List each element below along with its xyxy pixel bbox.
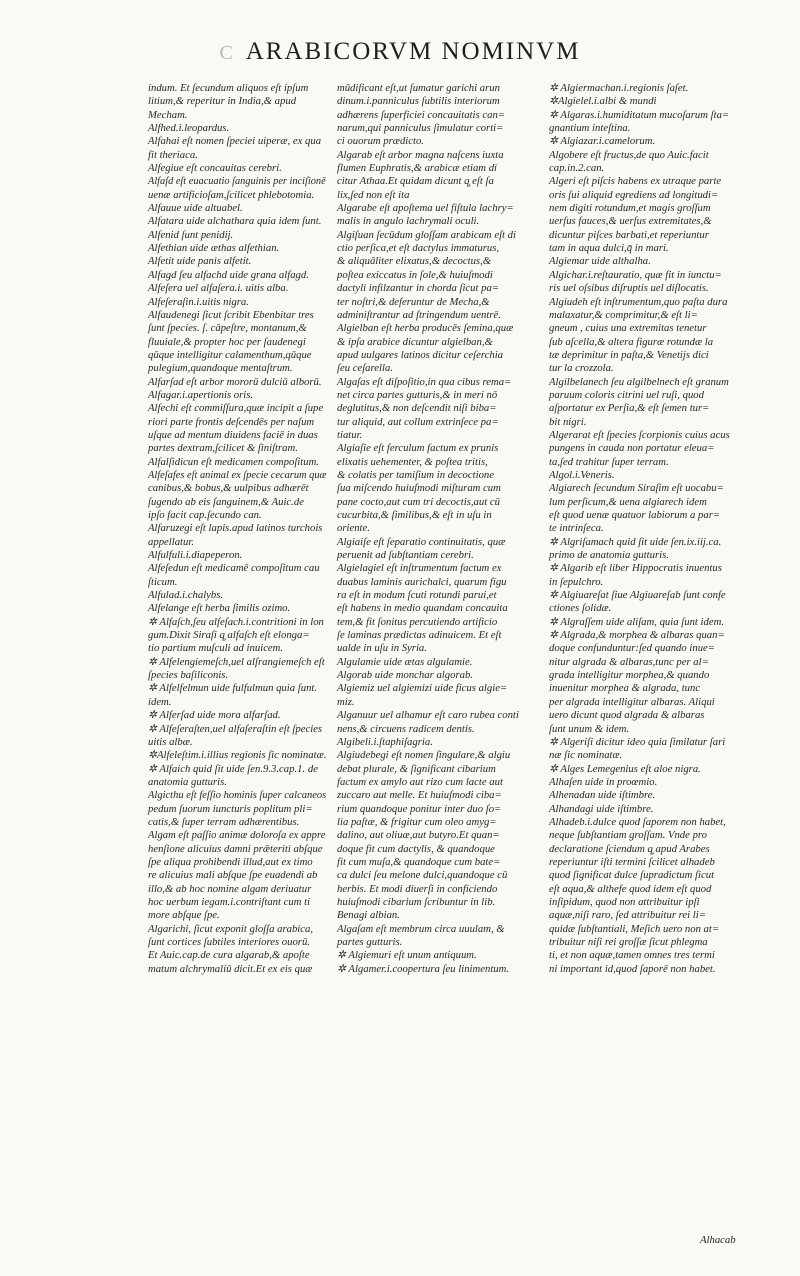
text-line: Algeri eſt piſcis habens ex utraque parte — [549, 175, 722, 188]
text-line: ſe laminas prædictas adinuicem. Et eſt — [337, 629, 502, 642]
text-line: ✲ Alges Lemegenius eſt aloe nigra. — [549, 762, 701, 775]
text-line: eſt aqua,& althefe quod idem eſt quod — [549, 882, 712, 895]
text-column-left — [148, 82, 326, 976]
text-column-middle — [337, 82, 543, 976]
catchword: Alhacab — [700, 1234, 736, 1246]
text-line: pungens in cauda non portatur eleua= — [549, 442, 715, 455]
text-line: ſeu ceſarella. — [337, 362, 393, 375]
text-line: canibus,& bobus,& uulpibus adhærēt — [148, 482, 309, 495]
text-line: Alfagar.i.apertionis oris. — [148, 388, 254, 401]
text-line: cucurbita,& ſimilibus,& eſt in uſu in — [337, 509, 492, 521]
text-line: declaratione ſciendum q̧ apud Arabes — [549, 842, 710, 855]
text-line: ra eſt in modum ſcuti rotundi parui,et — [337, 589, 497, 602]
text-line: dinum.i.panniculus ſubtilis interiorum — [337, 95, 500, 108]
text-line: ✲ Algaras.i.humiditatum mucoſarum ſta= — [549, 108, 730, 121]
text-line: Algarab eſt arbor magna naſcens iuxta — [337, 148, 504, 161]
text-line: adminiſtrantur ad ſtringendum uentrē. — [337, 308, 501, 321]
text-line: gnantium inteſtina. — [549, 122, 631, 135]
text-line: ſunt cortices ſubtiles interiores ouorū. — [148, 936, 310, 948]
header-ornament: C — [219, 42, 235, 64]
text-line: nitur algrada & albaras,tunc per al= — [549, 655, 709, 668]
text-line: oris ſui aliquid egrediens ad longitudi= — [549, 188, 719, 201]
text-line: tiatur. — [337, 428, 363, 441]
text-line: ✲ Alfaich quid ſit uide ſen.9.3.cap.1. de — [148, 762, 318, 775]
text-line: Benagi albian. — [337, 909, 400, 922]
text-line: narum,qui panniculus ſimulatur corti= — [337, 122, 504, 135]
text-line: uſque ad mentum diuidens faciē in duas — [148, 428, 318, 441]
text-line: hoc uerbum iegam.i.contriſtant cum ti — [148, 895, 311, 908]
text-line: apud uulgares latinos dicitur ceſerchia — [337, 348, 504, 361]
text-line: Alfarſad eſt arbor mororū dulciū alborū. — [148, 375, 322, 388]
text-line: ✲ Algriſamach quid ſit uide ſen.ix.iij.ca. — [549, 535, 722, 548]
text-line: Alfaudenegi ſicut ſcribit Ebenbitar tres — [148, 308, 314, 321]
running-header — [0, 38, 800, 66]
text-line: ipſo facit cap.ſecundo can. — [148, 509, 262, 521]
text-line: Algarichi, ſicut exponit gloſſa arabica, — [148, 922, 314, 935]
text-line: per algrada intelligitur albaras. Aliqui — [549, 695, 715, 708]
text-line: Alfaruzegi eſt lapis.apud latinos turchois — [148, 522, 323, 535]
text-line: neque ſubſtantiam groſſam. Vnde pro — [549, 829, 708, 842]
text-line: & aliquāliter elixatus,& decoctus,& — [337, 255, 492, 268]
text-line: ✲ Algiazar.i.camelorum. — [549, 135, 656, 148]
text-line: appellatur. — [148, 535, 195, 548]
text-line: Alfechi eſt commiſſura,quæ incipit a ſupe — [148, 402, 324, 415]
text-line: cap.in.2.can. — [549, 162, 605, 175]
text-line: uero dicunt quod algrada & albaras — [549, 709, 705, 722]
text-line: nem digiti rotundum,et magis groſſum — [549, 202, 711, 215]
text-line: bit nigri. — [549, 415, 587, 428]
text-line: ✲ Alfaſch,ſeu alfeſach.i.contritioni in lon — [148, 615, 324, 628]
text-line: malis in angulo lachrymali oculi. — [337, 215, 480, 228]
text-line: Alfhed.i.leopardus. — [148, 122, 230, 135]
text-line: Algam eſt paſſio animæ doloroſa ex appre — [148, 829, 326, 842]
text-line: Alfeſafes eſt animal ex ſpecie cecarum quæ — [148, 468, 327, 481]
text-line: ter noſtri,& deferuntur de Mecha,& — [337, 295, 490, 308]
text-line: elixatis uehementer, & poſtea tritis, — [337, 455, 488, 468]
text-line: Algicthu eſt feſſio hominis ſuper calcaneos — [148, 789, 327, 802]
text-line: tribuitur niſi rei groſſæ ſicut phlegma — [549, 936, 708, 948]
text-line: henſione alicuius damni prǣteriti abſque — [148, 842, 323, 855]
text-line: herbis. Et modi diuerſi in conficiendo — [337, 882, 498, 895]
text-line: flumen Euphratis,& arabicæ etiam di — [337, 162, 498, 175]
text-line: ✲ Algrada,& morphea & albaras quan= — [549, 629, 725, 642]
text-line: Algulamie uide ætas algulamie. — [337, 655, 473, 668]
text-line: partes gutturis. — [337, 936, 403, 948]
text-line: Algiaiſe eſt ſeparatio continuitatis, quæ — [337, 535, 506, 548]
text-line: anatomia gutturis. — [148, 775, 227, 788]
text-line: & ipſa arabice dicuntur algielban,& — [337, 335, 493, 348]
text-line: tem,& fit ſonitus percutiendo artificio — [337, 615, 498, 628]
text-line: Alfaſd eſt euacuatio ſanguinis per inciſionē — [148, 175, 326, 188]
text-line: nens,& circuens radicem dentis. — [337, 722, 475, 735]
text-line: miz. — [337, 695, 355, 708]
text-line: zuccaro aut melle. Et huiuſmodi ciba= — [337, 789, 502, 802]
text-line: Alfatara uide alchathara quia idem ſunt. — [148, 215, 322, 228]
text-line: aſportatur ex Perſia,& eſt ſemen tur= — [549, 402, 710, 415]
text-line: Mecham. — [148, 108, 188, 121]
text-line: reperiuntur iſti termini ſcilicet alhadeb — [549, 855, 715, 868]
text-line: quod ſignificat dulce ſupradictum ſicut — [549, 869, 715, 882]
text-line: illo,& ab hoc nomine algam deriuatur — [148, 882, 312, 895]
text-line: fit cum muſa,& quandoque cum bate= — [337, 855, 501, 868]
text-line: doque fit cum dactylis, & quandoque — [337, 842, 495, 855]
text-line: eſt quod uenæ quatuor labiorum a par= — [549, 509, 721, 521]
text-line: uenæ artificioſam,ſcilicet phlebotomia. — [148, 188, 315, 201]
text-column-right — [549, 82, 734, 976]
text-line: fluuiale,& propter hoc per ſaudenegi — [148, 335, 306, 348]
text-line: ſpe aliqua prohibendi illud,aut ex timo — [148, 855, 313, 868]
text-line: qūque intelligitur calamenthum,qūque — [148, 348, 312, 361]
text-line: duabus laminis aurichalci, quarum figu — [337, 575, 507, 588]
text-line: Alfalſidicun eſt medicamen compoſitum. — [148, 455, 319, 468]
text-line: debat plurale, & ſignificant cibarium — [337, 762, 496, 775]
text-line: Algiarech ſecundum Siraſim eſt uocabu= — [549, 482, 724, 495]
text-line: lum perſicum,& uena algiarech idem — [549, 495, 707, 508]
text-line: factum ex amylo aut rizo cum lacte aut — [337, 775, 503, 788]
text-line: huiuſmodi cibarium ſcribuntur in lib. — [337, 895, 496, 908]
text-line: Algiemar uide althalha. — [549, 255, 651, 268]
page-title: ARABICORVM NOMINVM — [245, 38, 581, 65]
text-line: catis,& ſuper terram adhærentibus. — [148, 815, 300, 828]
text-line: tæ deprimitur in paſta,& Venetijs dici — [549, 348, 709, 361]
text-line: ci ouorum prædicto. — [337, 135, 424, 148]
text-line: gneum , cuius una extremitas tenetur — [549, 322, 707, 335]
text-line: ti, et non aquæ,tamen omnes tres termi — [549, 949, 715, 962]
text-line: litium,& reperitur in India,& apud — [148, 95, 297, 108]
text-line: oriente. — [337, 522, 370, 535]
text-line: Algilbelanech ſeu algilbelnech eſt granum — [549, 375, 729, 388]
text-line: ✲ Alferſad uide mora alfarſad. — [148, 709, 281, 722]
text-line: ta,ſed trahitur ſuper terram. — [549, 455, 669, 468]
text-line: tio partium muſculi ad inuicem. — [148, 642, 284, 655]
text-line: Algiaſie eſt ferculum factum ex prunis — [337, 442, 499, 455]
text-line: Alfauue uide altuabel. — [148, 202, 243, 215]
text-line: Alfenid ſunt penidij. — [148, 228, 234, 241]
text-line: indum. Et ſecundum aliquos eſt ipſum — [148, 82, 309, 94]
text-line: tam in aqua dulci,q̄ in mari. — [549, 242, 669, 255]
text-line: mūdificant eſt,ut ſumatur garichi arun — [337, 82, 500, 94]
text-line: net circa partes gutturis,& in meri nō — [337, 388, 498, 401]
text-line: malaxatur,& comprimitur,& eſt li= — [549, 308, 698, 321]
text-line: ſub aſcella,& altera figuræ rotundæ la — [549, 335, 714, 348]
text-line: ca dulci ſeu melone dulci,quandoque cū — [337, 869, 508, 882]
text-line: doque confunduntur:ſed quando inue= — [549, 642, 716, 655]
text-line: ✲ Algarib eſt liber Hippocratis inuentus — [549, 562, 722, 575]
text-line: Algaſam eſt membrum circa uuulam, & — [337, 922, 505, 935]
text-line: Alganuur uel alhamur eſt caro rubea conti — [337, 709, 519, 722]
text-line: inſipidum, quod non attribuitur ipſi — [549, 895, 700, 908]
text-line: tur aliquid, aut collum extrinſece pa= — [337, 415, 499, 428]
text-line: deglutitus,& non deſcendit niſi biba= — [337, 402, 497, 415]
text-line: Alfethian uide æthas alfethian. — [148, 242, 280, 255]
text-line: ✲ Algiuareſat ſiue Algiuareſab ſunt confe — [549, 589, 726, 602]
text-line: ✲ Algamer.i.coopertura ſeu linimentum. — [337, 962, 510, 975]
text-line: Alfeſedun eſt medicamē compoſitum cau — [148, 562, 320, 575]
text-line: idem. — [148, 695, 172, 708]
text-line: quidæ ſubſtantiali, Meſich uero non at= — [549, 922, 720, 935]
text-line: Algobere eſt fructus,de quo Auic.facit — [549, 148, 709, 161]
text-line: Algiudeh eſt inſtrumentum,quo paſta dura — [549, 295, 728, 308]
text-line: pulegium,quandoque mentaſtrum. — [148, 362, 293, 375]
text-line: Alfelange eſt herba ſimilis ozimo. — [148, 602, 291, 615]
text-line: Algaſas eſt diſpoſitio,in qua cibus rema= — [337, 375, 512, 388]
text-line: peruenit ad ſubſtantiam cerebri. — [337, 549, 474, 562]
text-line: dalino, aut oliuæ,aut butyro.Et quan= — [337, 829, 500, 842]
text-line: ctiones ſolidæ. — [549, 602, 612, 615]
text-line: adhærens ſuperficiei concauitatis can= — [337, 108, 505, 121]
text-line: ſunt ſpecies. ſ. cāpeſtre, montanum,& — [148, 322, 307, 335]
text-line: dactyli infilzantur in chorda ſicut pa= — [337, 282, 500, 295]
text-line: ſugendo ab eis ſanguinem,& Auic.de — [148, 495, 304, 508]
text-line: Alhadeb.i.dulce quod ſaporem non habet, — [549, 815, 726, 828]
text-line: ✲ Algeriſi dicitur ideo quia ſimilatur ſari — [549, 735, 726, 748]
text-line: partes dextram,ſcilicet & ſiniſtram. — [148, 442, 298, 455]
text-line: re alicuius mali abſque ſpe euadendi ab — [148, 869, 318, 882]
text-line: næ ſic nominatæ. — [549, 749, 623, 762]
text-line: Alfulfuli.i.diapeperon. — [148, 549, 243, 562]
text-line: lia paſtæ, & frigitur cum oleo amyg= — [337, 815, 497, 828]
text-line: ſpecies baſiliconis. — [148, 669, 229, 682]
text-line: primo de anatomia gutturis. — [549, 549, 669, 562]
text-line: Algerarat eſt ſpecies ſcorpionis cuius acus — [549, 428, 730, 441]
text-line: pane cocto,aut cum tri decoctis,aut cū — [337, 495, 500, 508]
text-line: tur la crozzola. — [549, 362, 614, 375]
text-line: Algarabe eſt apoſtema uel fiſtula lachry= — [337, 202, 514, 215]
text-line: ✲Alfeleſtim.i.illius regionis ſic nominatæ. — [148, 749, 327, 762]
text-line: inuenitur morphea & algrada, tunc — [549, 682, 701, 695]
text-line: Alfeſera uel alfaſera.i. uitis alba. — [148, 282, 289, 295]
text-line: Alhandagi uide iſtimbre. — [549, 802, 654, 815]
text-line: lix,ſed non eſt ita — [337, 188, 410, 201]
text-line: more abſque ſpe. — [148, 909, 220, 922]
text-line: & colatis per tamiſium in decoctione — [337, 468, 495, 481]
text-line: ✲Algielel.i.albi & mundi — [549, 95, 657, 108]
text-line: poſtea exiccatus in ſole,& huiuſmodi — [337, 268, 493, 281]
text-line: uitis albæ. — [148, 735, 193, 748]
text-line: ✲ Algiermachan.i.regionis ſaſet. — [549, 82, 689, 94]
text-line: Algibeli.i.ſtaphiſagria. — [337, 735, 433, 748]
text-line: grada intelligitur morphea,& quando — [549, 669, 710, 682]
text-line: gum.Dixit Siraſi q̧ alfaſch eſt elonga= — [148, 629, 310, 642]
text-line: Alfeſeraſin.i.uitis nigra. — [148, 295, 249, 308]
text-line: matum alchrymaliū dicit.Et ex eis quæ — [148, 962, 313, 975]
text-line: Alhenadan uide iſtimbre. — [549, 789, 656, 802]
text-line: Alfagd ſeu alfachd uide grana alfagd. — [148, 268, 309, 281]
text-line: eſt habens in medio quandam concauita — [337, 602, 508, 615]
text-line: ✲ Alfelfelmun uide fulfulmun quia ſunt. — [148, 682, 318, 695]
text-line: ✲ Algraſſem uide aliſam, quia ſunt idem. — [549, 615, 724, 628]
text-line: Algorab uide monchar algorab. — [337, 669, 473, 682]
text-line: dicuntur piſces barbati,et reperiuntur — [549, 228, 709, 241]
text-line: ſua miſcendo huiuſmodi miſturam cum — [337, 482, 501, 495]
text-line: rium quandoque ponitur inter duo ſo= — [337, 802, 502, 815]
text-line: Et Auic.cap.de cura algarab,& apoſte — [148, 949, 310, 962]
text-line: ✲ Algiemuri eſt unum antiquum. — [337, 949, 477, 962]
text-line: Alfetit uide panis alfetit. — [148, 255, 252, 268]
text-line: fit theriaca. — [148, 148, 198, 161]
text-line: Algiudebegi eſt nomen ſingulare,& algiu — [337, 749, 511, 762]
text-line: Algiſuan ſecūdum gloſſam arabicam eſt di — [337, 228, 516, 241]
text-line: pedum ſuorum iuncturis poplitum pli= — [148, 802, 313, 815]
text-line: Algiemiz uel algiemizi uide ficus algie= — [337, 682, 508, 695]
text-line: aquæ,niſi raro, ſed attribuitur rei li= — [549, 909, 706, 922]
text-line: in ſepulchro. — [549, 575, 604, 588]
text-line: ✲ Alfelengiemeſch,uel alſrangiemeſch eſt — [148, 655, 325, 668]
text-line: uerſus fauces,& uerſus extremitates,& — [549, 215, 712, 228]
text-line: ✲ Alfeſeraſten,uel alfaſeraſtin eſt ſpecies — [148, 722, 323, 735]
text-line: ualde in uſu in Syria. — [337, 642, 427, 655]
text-line: ctio perſica,et eſt dactylus immaturus, — [337, 242, 500, 255]
text-line: riori parte frontis deſcendēs per naſum — [148, 415, 315, 428]
text-line: Algol.i.Veneris. — [549, 468, 615, 481]
text-line: ſticum. — [148, 575, 178, 588]
text-line: te intrinſeca. — [549, 522, 604, 535]
text-line: Algielagiel eſt inſtrumentum factum ex — [337, 562, 502, 575]
text-line: Alfulad.i.chalybs. — [148, 589, 224, 602]
text-line: Alfahai eſt nomen ſpeciei uiperæ, ex qua — [148, 135, 322, 148]
text-line: Alfegiue eſt concauitas cerebri. — [148, 162, 282, 175]
text-line: ſunt unum & idem. — [549, 722, 630, 735]
text-line: ni important id,quod ſaporē non habet. — [549, 962, 716, 975]
text-line: ris uel oſsibus diſruptis uel diſlocatis. — [549, 282, 709, 295]
text-line: citur Athaa.Et quidam dicunt q̧ eſt ſa — [337, 175, 494, 188]
text-line: Algichar.i.reſtauratio, quæ fit in iunctu= — [549, 268, 722, 281]
text-line: paruum coloris citrini uel ruſi, quod — [549, 388, 704, 401]
text-line: Algielban eſt herba producēs ſemina,quæ — [337, 322, 514, 335]
text-line: Alhaſen uide in proœmio. — [549, 775, 658, 788]
